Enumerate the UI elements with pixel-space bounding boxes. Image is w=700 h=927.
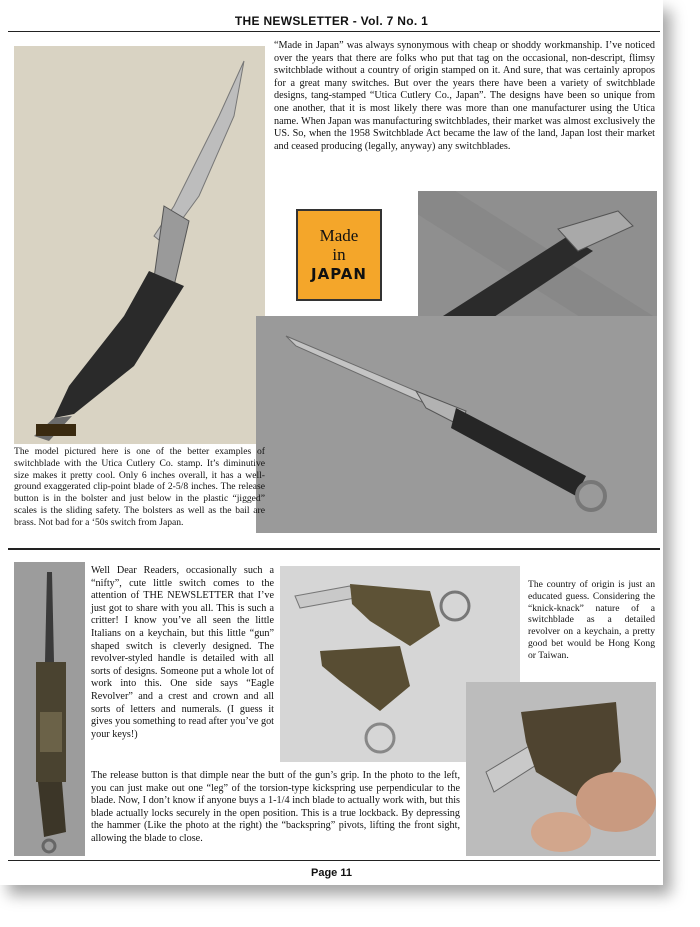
origin-note: The country of origin is just an educated guess. Considering the “knick-knack” nature of a switchblade as a detailed revolver on a keychain, a pretty good bet would be Hong Kong or Taiwan. [528,579,655,661]
photo-utica-switchblade-vintage [14,46,265,444]
logo-line-in: in [332,245,346,264]
photo-caption: The model pictured here is one of the better examples of switchblade with the Utica Cutlery Co. stamp. It’s diminutive size makes it pretty cool. Only 6 inches overall, it has a well-ground exaggerated clip-point blade of 2-5/8 inches. The release button is in the bolster and just below in the plastic “jigged” scales is the sliding safety. The bolsters as well as the bail are brass. Not bad for a ‘50s switch from Japan. [14,446,265,528]
photo-open-knife [256,316,657,533]
header-rule [8,31,660,32]
page-header: THE NEWSLETTER - Vol. 7 No. 1 [234,14,429,28]
revolver-intro-paragraph: Well Dear Readers, occasionally such a “nifty”, cute little switch comes to the attention of THE NEWSLETTER that I’ve just got to share with you all. This is such a critter! I know you’ve all seen the little Italians on a keychain, but this little “gun” shaped switch is cleverly designed. The revolver-styled handle is detailed with all sorts of designs. Someone put a whole lot of work into this. One side says “Eagle Revolver” and a crest and crown and all sorts of letters and numerals. (I guess it gives you something to read after you’ve got your keys!) [91,565,274,740]
release-paragraph: The release button is that dimple near the butt of the gun’s grip. In the photo to the left, you can just make out one “leg” of the torsion-type kickspring use perpendicular to the blade. Now, I don’t know if anyone buys a 1-1/4 inch blade to actually work with, but this blade actually locks securely in the open position. This is a true lockback. By depressing the hammer (Like the photo at the right) the “backspring” pivots, lifting the front sight, allowing the blade to close. [91,770,460,844]
section-divider [8,548,660,550]
page-number: Page 11 [311,867,352,879]
made-in-japan-logo [296,209,382,301]
logo-line-japan: JAPAN [311,265,367,283]
photo-hand-revolver [466,682,656,856]
photo-revolver-vertical [14,562,85,856]
logo-line-made: Made [319,226,359,245]
intro-paragraph: “Made in Japan” was always synonymous with cheap or shoddy workmanship. I’ve noticed over the years that there are folks who put that tag on the occasional, non-descript, flimsy switchblade without a country of origin stamped on it. And sure, that was certainly apropos for a great many switches. But over the years there have been a variety of switchblade designs, tang-stamped “Utica Cutlery Co., Japan”. The designs have been so unique from one another, that it is most likely there was more than one manufacturer using the Utica name. When Japan was manufacturing switchblades, their market was almost exclusively the US. So, when the 1958 Switchblade Act became the law of the land, Japan lost their market and ceased producing (legally, anyway) any switchblades. [274,40,655,152]
footer-rule [8,860,660,861]
